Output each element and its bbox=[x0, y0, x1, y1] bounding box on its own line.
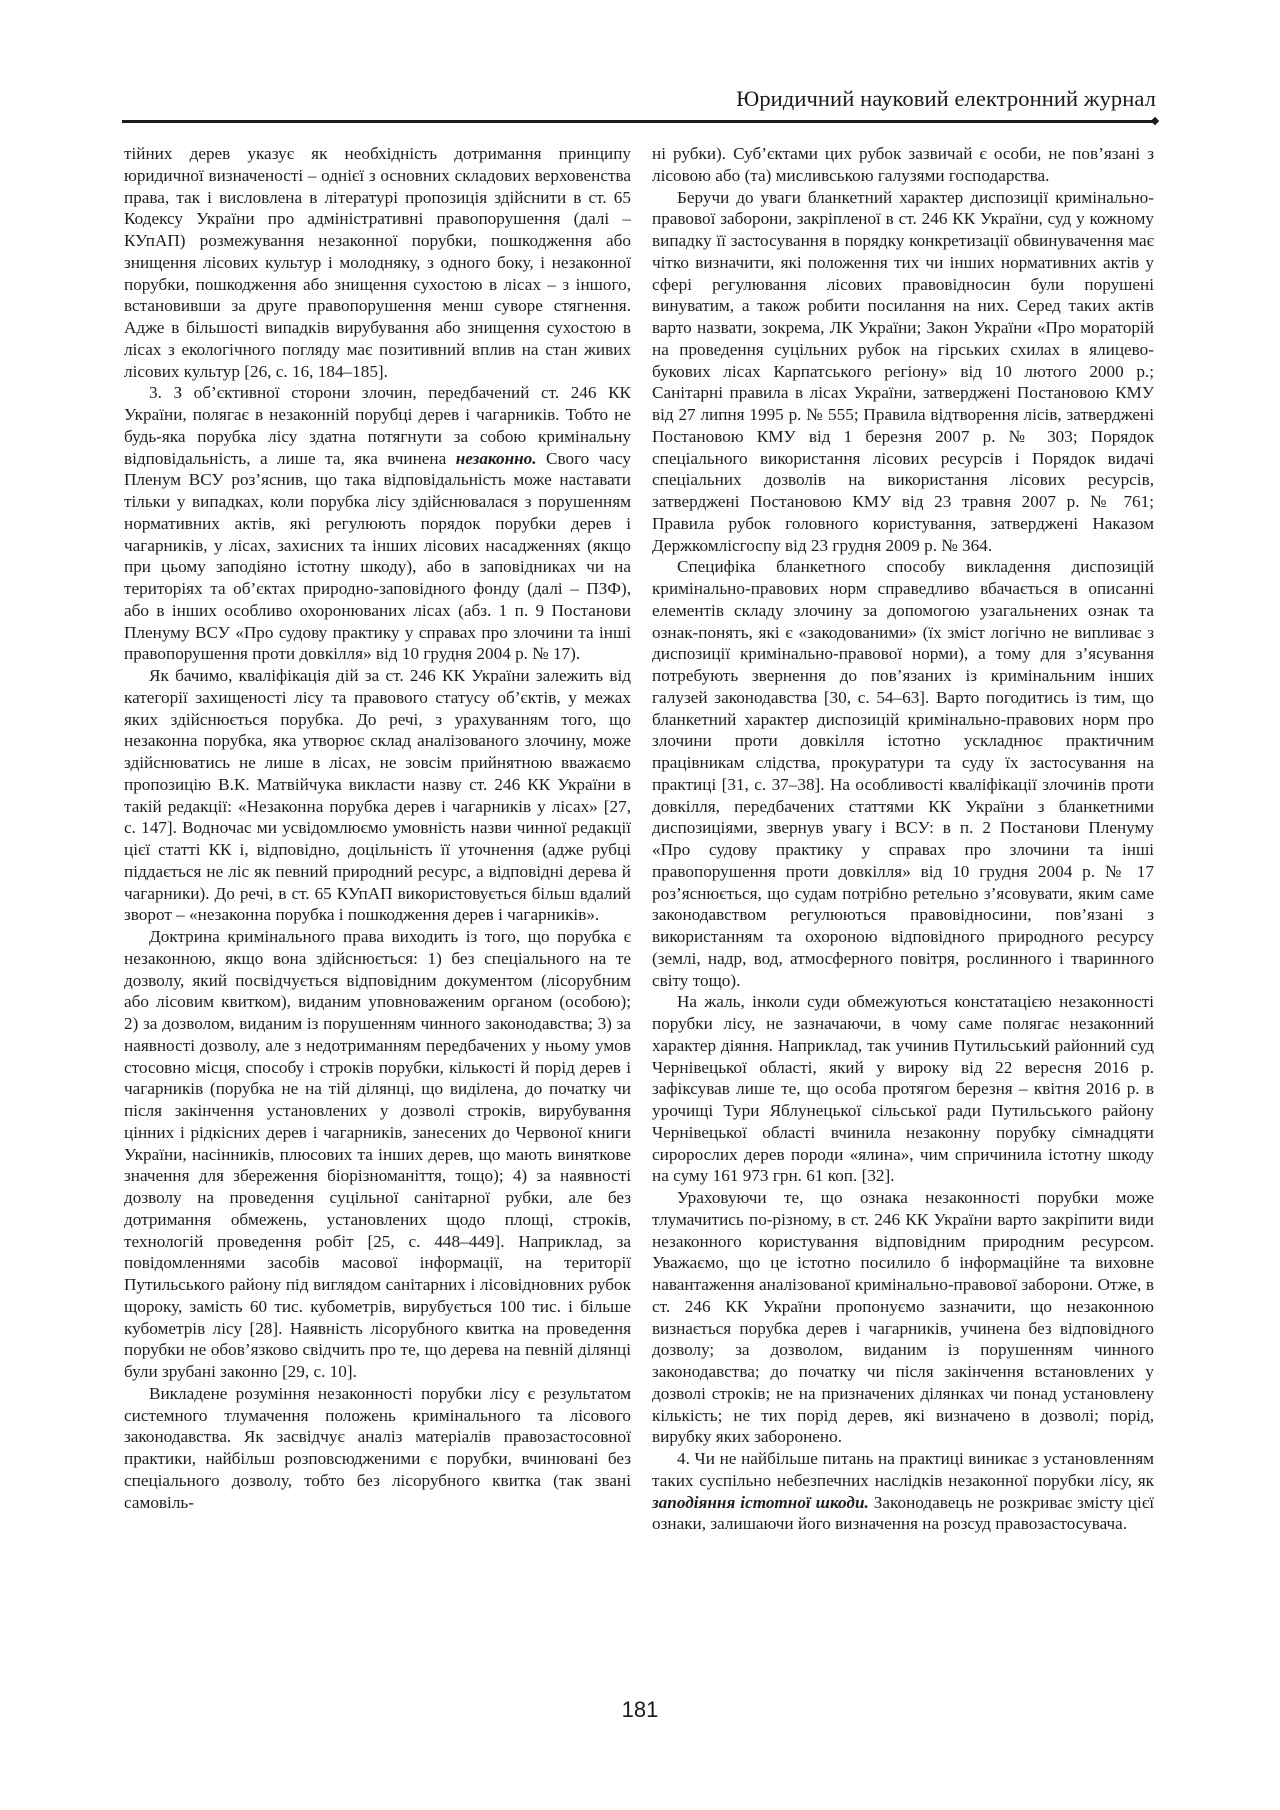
paragraph-text: 4. Чи не найбільше питань на практиці виникає з установленням таких суспільно небезпечних наслідків незаконної порубки лісу, як bbox=[652, 1449, 1154, 1490]
paragraph: ні рубки). Суб’єктами цих рубок зазвичай є особи, не пов’язані з лісовою або (та) мисливською галузями господарства. bbox=[652, 144, 1154, 185]
right-column bbox=[652, 143, 1154, 1535]
paragraph: Викладене розуміння незаконності порубки лісу є результатом системного тлумачення положень кримінального та лісового законодавства. Як засвідчує аналіз матеріалів правозастосовної практики, найбільш розповсюдженими є порубки, вчинювані без спеціального дозволу, тобто без лісорубного квитка (так звані самовіль- bbox=[124, 1383, 631, 1512]
left-column bbox=[124, 143, 631, 1513]
header-rule bbox=[122, 120, 1156, 123]
paragraph bbox=[124, 382, 631, 665]
journal-title: Юридичний науковий електронний журнал bbox=[736, 86, 1156, 111]
header-rule-diamond bbox=[1151, 117, 1159, 125]
paragraph: Ураховуючи те, що ознака незаконності порубки може тлумачитись по-різному, в ст. 246 КК України варто закріпити види незаконного користування відповідним природним ресурсом. Уважаємо, що це істотно посилило б інформаційне та виховне навантаження аналізованої кримінально-правової заборони. Отже, в ст. 246 КК України пропонуємо зазначити, що незаконною визнається порубка дерев і чагарників, учинена без відповідного дозволу; за дозволом, виданим із порушенням чинного законодавства; до початку чи після закінчення встановлених у дозволі строків; не на призначених ділянках чи понад установлену кількість; не тих порід дерев, які визначено в дозволі; порід, вирубку яких заборонено. bbox=[652, 1188, 1154, 1447]
paragraph: Беручи до уваги бланкетний характер диспозиції кримінально-правової заборони, закріпленої в ст. 246 КК України, суд у кожному випадку її застосування в порядку конкретизації обвинувачення має чітко визначити, які положення тих чи інших нормативних актів у сфері регулювання лісових правовідносин були порушені винуватим, а також робити посилання на них. Серед таких актів варто назвати, зокрема, ЛК України; Закон України «Про мораторій на проведення суцільних рубок на гірських схилах в ялицево-букових лісах Карпатського регіону» від 10 лютого 2000 р.; Санітарні правила в лісах України, затверджені Постановою КМУ від 27 липня 1995 р. № 555; Правила відтворення лісів, затверджені Постановою КМУ від 1 березня 2007 р. № 303; Порядок спеціального використання лісових ресурсів і Порядок видачі спеціальних дозволів на використання лісових ресурсів, затверджені Постановою КМУ від 23 травня 2007 р. № 761; Правила рубок головного користування, затверджені Наказом Держкомлісгоспу від 23 грудня 2009 р. № 364. bbox=[652, 187, 1154, 555]
paragraph-text: Свого часу Пленум ВСУ роз’яснив, що така відповідальність може наставати тільки у випадках, коли порубка лісу здійснювалася з порушенням нормативних актів, які регулюють порядок порубки дерев і чагарників, у лісах, захисних та інших лісових насадженнях (якщо при цьому заподіяно істотну шкоду), або в заповідниках чи на територіях та об’єктах природно-заповідного фонду (далі – ПЗФ), або в інших особливо охоронюваних лісах (абз. 1 п. 9 Постанови Пленуму ВСУ «Про судову практику у справах про злочини та інші правопорушення проти довкілля» від 10 грудня 2004 р. № 17). bbox=[124, 448, 631, 664]
paragraph: Як бачимо, кваліфікація дій за ст. 246 КК України залежить від категорії захищеності лісу та правового статусу об’єктів, у межах яких здійснюється порубка. До речі, з урахуванням того, що незаконна порубка, яка утворює склад аналізованого злочину, може здійснюватись не лише в лісах, не зовсім прийнятною вважаємо пропозицію В.К. Матвійчука викласти назву ст. 246 КК України в такій редакції: «Незаконна порубка дерев і чагарників у лісах» [27, с. 147]. Водночас ми усвідомлюємо умовність назви чинної редакції цієї статті КК і, відповідно, доцільність її уточнення (адже рубці піддається не ліс як певний природний ресурс, а відповідні дерева й чагарники). До речі, в ст. 65 КУпАП використовується більш вдалий зворот – «незаконна порубка і пошкодження дерев і чагарників». bbox=[124, 666, 631, 925]
paragraph: Специфіка бланкетного способу викладення диспозицій кримінально-правових норм справедливо вбачається в описанні елементів складу злочину за допомогою узагальнених ознак та ознак-понять, які є «закодованими» (їх зміст логічно не випливає з диспозиції кримінально-правової норми), а тому для з’ясування потребують звернення до пов’язаних із кримінальним інших галузей законодавства [30, с. 54–63]. Варто погодитись із тим, що бланкетний характер диспозицій кримінально-правових норм про злочини проти довкілля істотно ускладнює практичним працівникам слідства, прокуратури та суду їх застосування на практиці [31, с. 37–38]. На особливості кваліфікації злочинів проти довкілля, передбачених статтями КК України з бланкетними диспозиціями, звернув увагу і ВСУ: в п. 2 Постанови Пленуму «Про судову практику у справах про злочини та інші правопорушення проти довкілля» від 10 грудня 2004 р. № 17 роз’яснюється, що судам потрібно ретельно з’ясовувати, яким саме законодавством регулюються правовідносини, пов’язані з використанням та охороною відповідного природного ресурсу (землі, надр, вод, атмосферного повітря, рослинного і тваринного світу тощо). bbox=[652, 557, 1154, 990]
paragraph: Доктрина кримінального права виходить із того, що порубка є незаконною, якщо вона здійснюється: 1) без спеціального на те дозволу, який посвідчується відповідним документом (лісорубним або лісовим квитком), виданим уповноваженим органом (особою); 2) за дозволом, виданим із порушенням чинного законодавства; 3) за наявності дозволу, але з недотриманням передбачених у ньому умов стосовно місця, способу і строків порубки, кількості й порід дерев і чагарників (порубка не на тій ділянці, що виділена, до початку чи після закінчення установлених у дозволі строків, вирубування цінних і рідкісних дерев і чагарників, занесених до Червоної книги України, насінників, плюсових та інших дерев, що мають виняткове значення для збереження біорізноманіття, тощо); 4) за наявності дозволу на проведення суцільної санітарної рубки, але без дотримання обмежень, установлених щодо площі, строків, технологій проведення робіт [25, с. 448–449]. Наприклад, за повідомленнями засобів масової інформації, на території Путильського району під виглядом санітарних і лісовідновних рубок щороку, замість 60 тис. кубометрів, вирубується 100 тис. і більше кубометрів лісу [28]. Наявність лісорубного квитка на проведення порубки не обов’язково свідчить про те, що дерева на певній ділянці були зрубані законно [29, с. 10]. bbox=[124, 927, 631, 1381]
page-number: 181 bbox=[621, 1697, 659, 1722]
paragraph bbox=[652, 1448, 1154, 1535]
emphasis-text: заподіяння істотної шкоди. bbox=[652, 1492, 869, 1512]
paragraph: тійних дерев указує як необхідність дотримання принципу юридичної визначеності – однієї з основних складових верховенства права, так і висловлена в літературі пропозиція здійснити в ст. 65 Кодексу України про адміністративні правопорушення (далі – КУпАП) розмежування незаконної порубки, пошкодження або знищення лісових культур і молодняку, з одного боку, і незаконної порубки, пошкодження або знищення сухостою в лісах – з іншого, встановивши за друге правопорушення менш суворе стягнення. Адже в більшості випадків вирубування або знищення сухостою в лісах з екологічного погляду має позитивний вплив на стан живих лісових культур [26, с. 16, 184–185]. bbox=[124, 144, 631, 381]
paragraph-text: Законодавець не розкриває змісту цієї ознаки, залишаючи його визначення на розсуд правозастосувача. bbox=[652, 1492, 1154, 1534]
paragraph-text: 3. З об’єктивної сторони злочин, передбачений ст. 246 КК України, полягає в незаконній порубці дерев і чагарників. Тобто не будь-яка порубка лісу здатна потягнути за собою кримінальну відповідальність, а лише та, яка вчинена bbox=[124, 383, 631, 468]
paragraph: На жаль, інколи суди обмежуються констатацією незаконності порубки лісу, не зазначаючи, в чому саме полягає незаконний характер діяння. Наприклад, так учинив Путильський районний суд Чернівецької області, який у вироку від 22 вересня 2016 р. зафіксував лише те, що особа протягом березня – квітня 2016 р. в урочищі Тури Яблунецької сільської ради Путильського району Чернівецької області вчинила незаконну порубку сімнадцяти сиророслих дерев породи «ялина», чим спричинила істотну шкоду на суму 161 973 грн. 61 коп. [32]. bbox=[652, 992, 1154, 1186]
emphasis-text: незаконно. bbox=[455, 448, 537, 468]
